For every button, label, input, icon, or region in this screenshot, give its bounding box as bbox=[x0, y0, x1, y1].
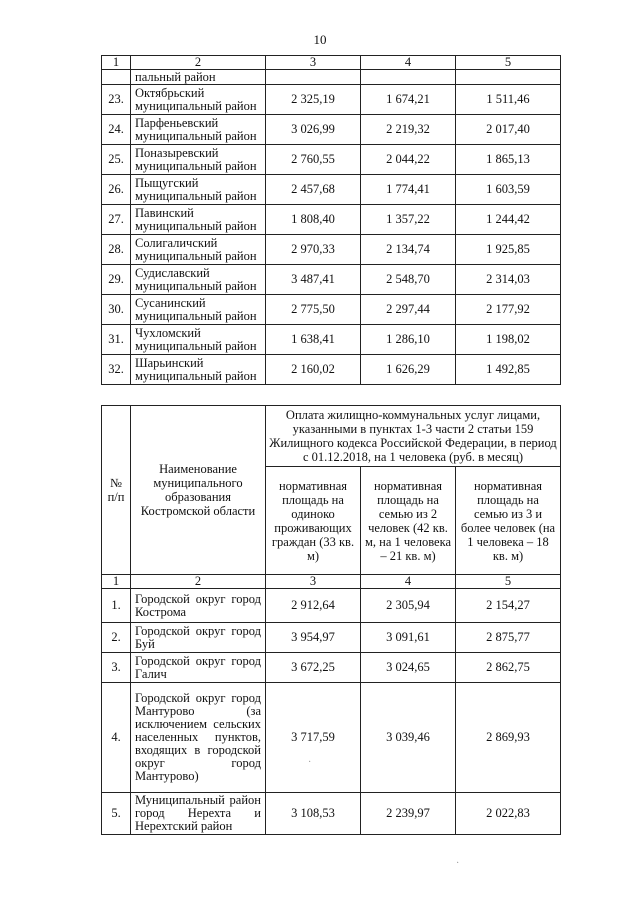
table-row bbox=[102, 70, 561, 85]
row-name: Сусанинский муниципальный район bbox=[131, 295, 266, 325]
row-name: Городской округ город Буй bbox=[131, 623, 266, 653]
table-row bbox=[102, 265, 561, 295]
header-col3: нормативная площадь на одиноко проживающих граждан (33 кв. м) bbox=[266, 467, 361, 575]
row-value-col5: 1 198,02 bbox=[456, 325, 561, 355]
row-value-col3: 3 026,99 bbox=[266, 115, 361, 145]
col-num-3: 3 bbox=[266, 56, 361, 70]
page-number: 10 bbox=[313, 32, 327, 47]
row-name: Судиславский муниципальный район bbox=[131, 265, 266, 295]
row-name: Муниципальный район город Нерехта и Нерехтский район bbox=[131, 793, 266, 835]
row-value-col5: 2 022,83 bbox=[456, 793, 561, 835]
row-value-col3: 2 970,33 bbox=[266, 235, 361, 265]
col-num-4: 4 bbox=[361, 56, 456, 70]
row-number: 32. bbox=[102, 355, 131, 385]
row-name: Парфеньевский муниципальный район bbox=[131, 115, 266, 145]
row-number: 25. bbox=[102, 145, 131, 175]
row-name: Чухломский муниципальный район bbox=[131, 325, 266, 355]
row-value-col4: 2 044,22 bbox=[361, 145, 456, 175]
col-num-2: 2 bbox=[131, 56, 266, 70]
row-value-col4: 1 357,22 bbox=[361, 205, 456, 235]
row-value-col3: 2 325,19 bbox=[266, 85, 361, 115]
header-col5: нормативная площадь на семью из 3 и более человек (на 1 человека – 18 кв. м) bbox=[456, 467, 561, 575]
col-num-5: 5 bbox=[456, 575, 561, 589]
scan-speck: · bbox=[308, 757, 312, 768]
row-value-col4: 1 774,41 bbox=[361, 175, 456, 205]
row-number: 31. bbox=[102, 325, 131, 355]
row-number: 23. bbox=[102, 85, 131, 115]
row-number: 3. bbox=[102, 653, 131, 683]
row-value-col4: 2 239,97 bbox=[361, 793, 456, 835]
row-number: 29. bbox=[102, 265, 131, 295]
row-name: Октябрьский муниципальный район bbox=[131, 85, 266, 115]
row-name: Городской округ город Галич bbox=[131, 653, 266, 683]
row-number: 5. bbox=[102, 793, 131, 835]
table-row bbox=[102, 623, 561, 653]
row-number: 30. bbox=[102, 295, 131, 325]
table-row bbox=[102, 653, 561, 683]
header-group: Оплата жилищно-коммунальных услуг лицами, указанными в пунктах 1-3 части 2 статьи 159 Жилищного кодекса Российской Федерации, в период с 01.12.2018, на 1 человека (руб. в месяц) bbox=[266, 406, 561, 467]
col-num-4: 4 bbox=[361, 575, 456, 589]
table-row bbox=[102, 235, 561, 265]
header-num: № п/п bbox=[102, 406, 131, 575]
row-value-col5: 2 017,40 bbox=[456, 115, 561, 145]
row-value-col3: 2 457,68 bbox=[266, 175, 361, 205]
col-num-5: 5 bbox=[456, 56, 561, 70]
header-col4: нормативная площадь на семью из 2 человек (42 кв. м, на 1 человека – 21 кв. м) bbox=[361, 467, 456, 575]
col-num-1: 1 bbox=[102, 575, 131, 589]
row-value-col5: 2 869,93 bbox=[456, 683, 561, 793]
row-value-col5: 1 925,85 bbox=[456, 235, 561, 265]
row-value-col5: 2 314,03 bbox=[456, 265, 561, 295]
row-value-col3: 3 717,59 bbox=[266, 683, 361, 793]
row-value-col3: 2 760,55 bbox=[266, 145, 361, 175]
row-number: 24. bbox=[102, 115, 131, 145]
row-value-col5: 2 154,27 bbox=[456, 589, 561, 623]
table-row bbox=[102, 793, 561, 835]
row-number: 26. bbox=[102, 175, 131, 205]
row-number: 2. bbox=[102, 623, 131, 653]
row-value-col3: 2 160,02 bbox=[266, 355, 361, 385]
table-continued bbox=[101, 55, 561, 385]
row-value-col4: 1 674,21 bbox=[361, 85, 456, 115]
row-name: Пыщугский муниципальный район bbox=[131, 175, 266, 205]
continuation-text: пальный район bbox=[131, 70, 266, 85]
row-value-col4: 3 024,65 bbox=[361, 653, 456, 683]
row-value-col3: 1 638,41 bbox=[266, 325, 361, 355]
row-name: Поназыревский муниципальный район bbox=[131, 145, 266, 175]
row-name: Шарьинский муниципальный район bbox=[131, 355, 266, 385]
table-row bbox=[102, 355, 561, 385]
table-row bbox=[102, 205, 561, 235]
row-value-col4: 2 297,44 bbox=[361, 295, 456, 325]
table-row bbox=[102, 145, 561, 175]
row-value-col3: 3 108,53 bbox=[266, 793, 361, 835]
row-number: 1. bbox=[102, 589, 131, 623]
row-value-col4: 1 286,10 bbox=[361, 325, 456, 355]
col-num-3: 3 bbox=[266, 575, 361, 589]
column-number-row bbox=[102, 56, 561, 70]
row-value-col5: 2 875,77 bbox=[456, 623, 561, 653]
row-value-col4: 2 134,74 bbox=[361, 235, 456, 265]
row-value-col4: 1 626,29 bbox=[361, 355, 456, 385]
row-number: 28. bbox=[102, 235, 131, 265]
row-value-col5: 1 511,46 bbox=[456, 85, 561, 115]
col-num-1: 1 bbox=[102, 56, 131, 70]
row-value-col5: 1 492,85 bbox=[456, 355, 561, 385]
table-row bbox=[102, 175, 561, 205]
row-value-col3: 2 912,64 bbox=[266, 589, 361, 623]
row-value-col4: 2 305,94 bbox=[361, 589, 456, 623]
table-row bbox=[102, 295, 561, 325]
row-value-col4: 2 219,32 bbox=[361, 115, 456, 145]
row-value-col5: 1 603,59 bbox=[456, 175, 561, 205]
row-value-col4: 3 091,61 bbox=[361, 623, 456, 653]
table-row bbox=[102, 683, 561, 793]
row-value-col3: 3 487,41 bbox=[266, 265, 361, 295]
table-row bbox=[102, 589, 561, 623]
row-value-col3: 3 954,97 bbox=[266, 623, 361, 653]
column-number-row bbox=[102, 575, 561, 589]
row-number: 27. bbox=[102, 205, 131, 235]
header-row bbox=[102, 406, 561, 467]
table-row bbox=[102, 85, 561, 115]
row-value-col5: 2 862,75 bbox=[456, 653, 561, 683]
row-name: Павинский муниципальный район bbox=[131, 205, 266, 235]
row-value-col5: 2 177,92 bbox=[456, 295, 561, 325]
col-num-2: 2 bbox=[131, 575, 266, 589]
row-value-col3: 2 775,50 bbox=[266, 295, 361, 325]
row-name: Городской округ город Мантурово (за исключением сельских населенных пунктов, входящих в городской округ город Мантурово) bbox=[131, 683, 266, 793]
row-number: 4. bbox=[102, 683, 131, 793]
row-value-col3: 1 808,40 bbox=[266, 205, 361, 235]
row-name: Городской округ город Кострома bbox=[131, 589, 266, 623]
row-value-col5: 1 865,13 bbox=[456, 145, 561, 175]
table-row bbox=[102, 325, 561, 355]
row-name: Солигаличский муниципальный район bbox=[131, 235, 266, 265]
table-row bbox=[102, 115, 561, 145]
scan-speck: · bbox=[456, 858, 460, 869]
row-value-col3: 3 672,25 bbox=[266, 653, 361, 683]
table-main bbox=[101, 405, 561, 835]
row-value-col4: 3 039,46 bbox=[361, 683, 456, 793]
row-value-col5: 1 244,42 bbox=[456, 205, 561, 235]
header-name: Наименование муниципального образования Костромской области bbox=[131, 406, 266, 575]
row-value-col4: 2 548,70 bbox=[361, 265, 456, 295]
